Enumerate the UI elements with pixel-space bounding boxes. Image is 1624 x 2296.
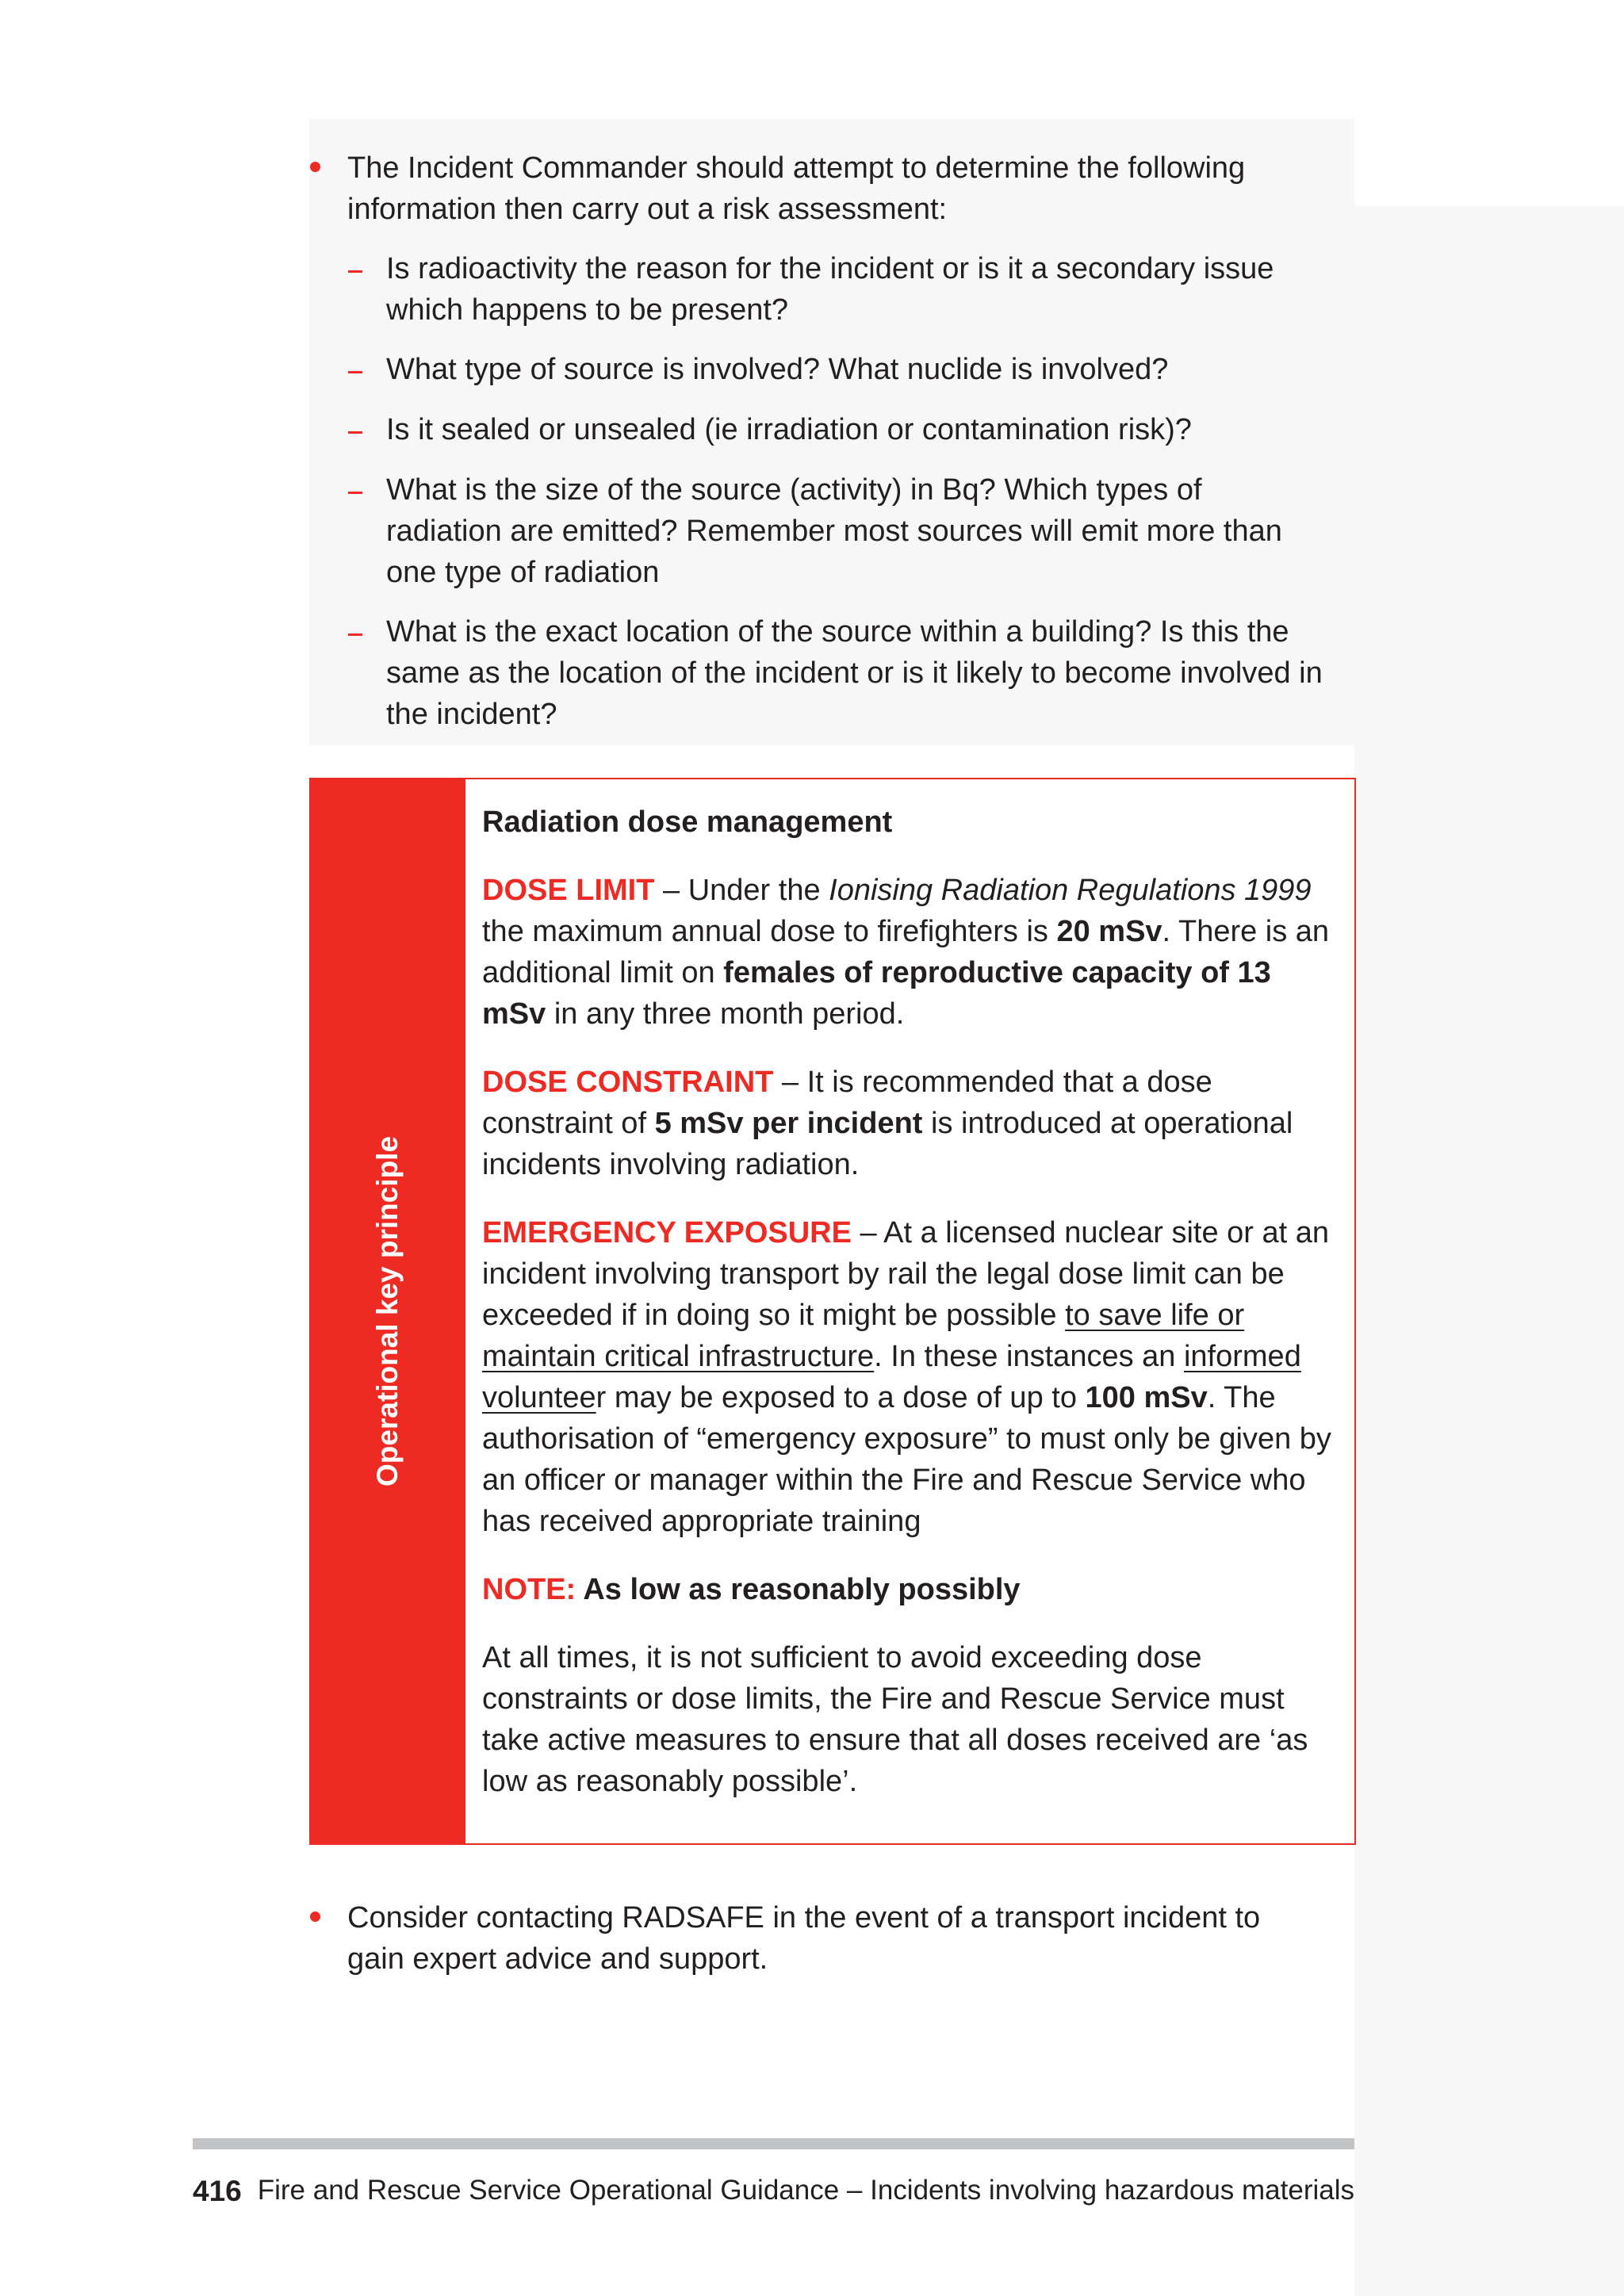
note-paragraph: NOTE: As low as reasonably possibly: [482, 1573, 1021, 1606]
key-principle-sidebar: [311, 779, 465, 1843]
bullet-radsafe: Consider contacting RADSAFE in the event of a transport incident to gain expert advice and support.: [347, 1901, 1261, 1976]
key-principle-box: [309, 778, 1356, 1845]
dash-icon: [348, 431, 362, 434]
dash-icon: [348, 492, 362, 494]
key-principle-heading: Radiation dose management: [482, 806, 893, 839]
sub-item: Is radioactivity the reason for the incident or is it a secondary issue which happens to be present?: [386, 252, 1274, 327]
sub-item: What is the exact location of the source within a building? Is this the same as the location of the incident or is it likely to become involved in the incident?: [386, 615, 1323, 731]
shaded-margin: [1354, 206, 1624, 2296]
key-principle-content: [482, 802, 1339, 1829]
emergency-exposure-paragraph: EMERGENCY EXPOSURE – At a licensed nuclear site or at an incident involving transport by rail the legal dose limit can be exceeded if in doing so it might be possible to save life or maintain critical infrastructure. In these instances an informed volunteer may be exposed to a dose of up to 100 mSv. The authorisation of “emergency exposure” to must only be given by an officer or manager within the Fire and Rescue Service who has received appropriate training: [482, 1216, 1331, 1538]
dose-limit-paragraph: DOSE LIMIT – Under the Ionising Radiation Regulations 1999 the maximum annual dose to firefighters is 20 mSv. There is an additional limit on females of reproductive capacity of 13 mSv in any three month period.: [482, 874, 1330, 1031]
sub-item: What is the size of the source (activity) in Bq? Which types of radiation are emitted? Remember most sources will emit more than one type of radiation: [386, 473, 1282, 589]
sub-item: What type of source is involved? What nuclide is involved?: [386, 353, 1169, 386]
page-number: 416: [193, 2175, 242, 2207]
bullet-dot-icon: [310, 162, 320, 172]
dose-constraint-paragraph: DOSE CONSTRAINT – It is recommended that a dose constraint of 5 mSv per incident is introduced at operational incidents involving radiation.: [482, 1066, 1293, 1181]
key-principle-label: Operational key principle: [371, 1135, 404, 1487]
footer-rule: [193, 2138, 1354, 2149]
dash-icon: [348, 371, 362, 373]
footer-title: Fire and Rescue Service Operational Guidance – Incidents involving hazardous materials: [257, 2175, 1354, 2206]
sub-item: Is it sealed or unsealed (ie irradiation or contamination risk)?: [386, 413, 1192, 446]
bullet-intro: The Incident Commander should attempt to determine the following information then carry out a risk assessment:: [347, 151, 1246, 226]
closing-paragraph: At all times, it is not sufficient to avoid exceeding dose constraints or dose limits, the Fire and Rescue Service must take active measures to ensure that all doses received are ‘as low as reasonably possible’.: [482, 1641, 1308, 1798]
dash-icon: [348, 633, 362, 636]
bullet-dot-icon: [310, 1911, 320, 1922]
dash-icon: [348, 270, 362, 273]
